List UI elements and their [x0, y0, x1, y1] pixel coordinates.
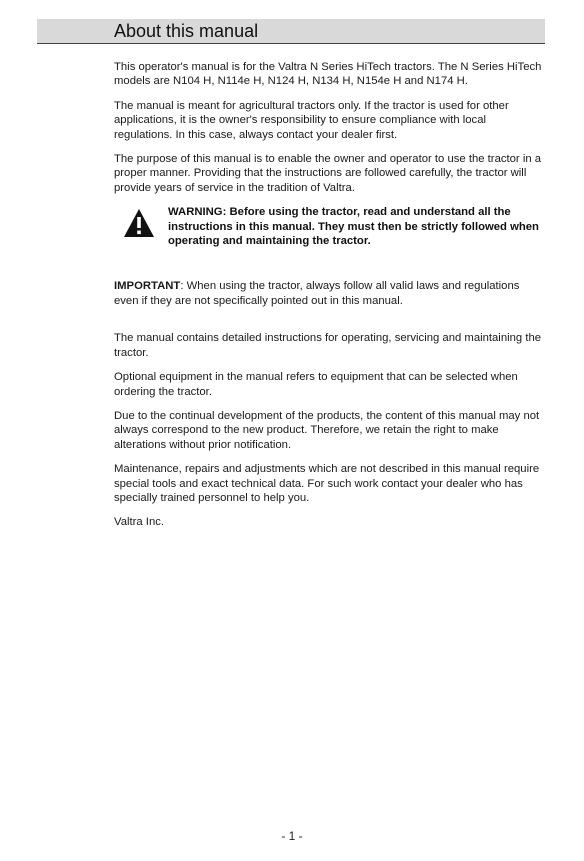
page-number: - 1 -	[281, 829, 303, 843]
optional-equipment-paragraph: Optional equipment in the manual refers to equipment that can be selected when ordering the tractor.	[114, 371, 518, 398]
manual-body	[114, 60, 546, 540]
important-label: IMPORTANT	[114, 280, 181, 293]
company-signature: Valtra Inc.	[114, 516, 165, 529]
important-text: : When using the tractor, always follow all valid laws and regulations even if they are not specifically pointed out in this manual.	[114, 280, 520, 307]
intro-paragraph: This operator's manual is for the Valtra N Series HiTech tractors. The N Series HiTech models are N104 H, N114e H, N124 H, N134 H, N154e H and N174 H.	[114, 61, 542, 88]
warning-icon	[123, 208, 155, 238]
usage-paragraph: The manual is meant for agricultural tractors only. If the tractor is used for other applications, it is the owner's responsibility to ensure compliance with local regulations. In this case, always contact your dealer first.	[114, 99, 509, 141]
contents-paragraph: The manual contains detailed instructions for operating, servicing and maintaining the tractor.	[114, 332, 542, 359]
section-header	[37, 19, 545, 44]
development-paragraph: Due to the continual development of the products, the content of this manual may not always correspond to the new product. Therefore, we retain the right to make alterations without prior notification.	[114, 409, 540, 451]
warning-text: WARNING: Before using the tractor, read and understand all the instructions in this manual. They must then be strictly followed when operating and maintaining the tractor.	[168, 206, 539, 248]
purpose-paragraph: The purpose of this manual is to enable the owner and operator to use the tractor in a proper manner. Providing that the instructions are followed carefully, the tractor will provide years of service in the tradition of Valtra.	[114, 153, 542, 194]
maintenance-paragraph: Maintenance, repairs and adjustments which are not described in this manual require special tools and exact technical data. For such work contact your dealer who has specially trained personnel to help you.	[114, 463, 540, 504]
warning-block	[114, 205, 546, 248]
page-title: About this manual	[114, 21, 259, 41]
important-note	[114, 279, 546, 308]
